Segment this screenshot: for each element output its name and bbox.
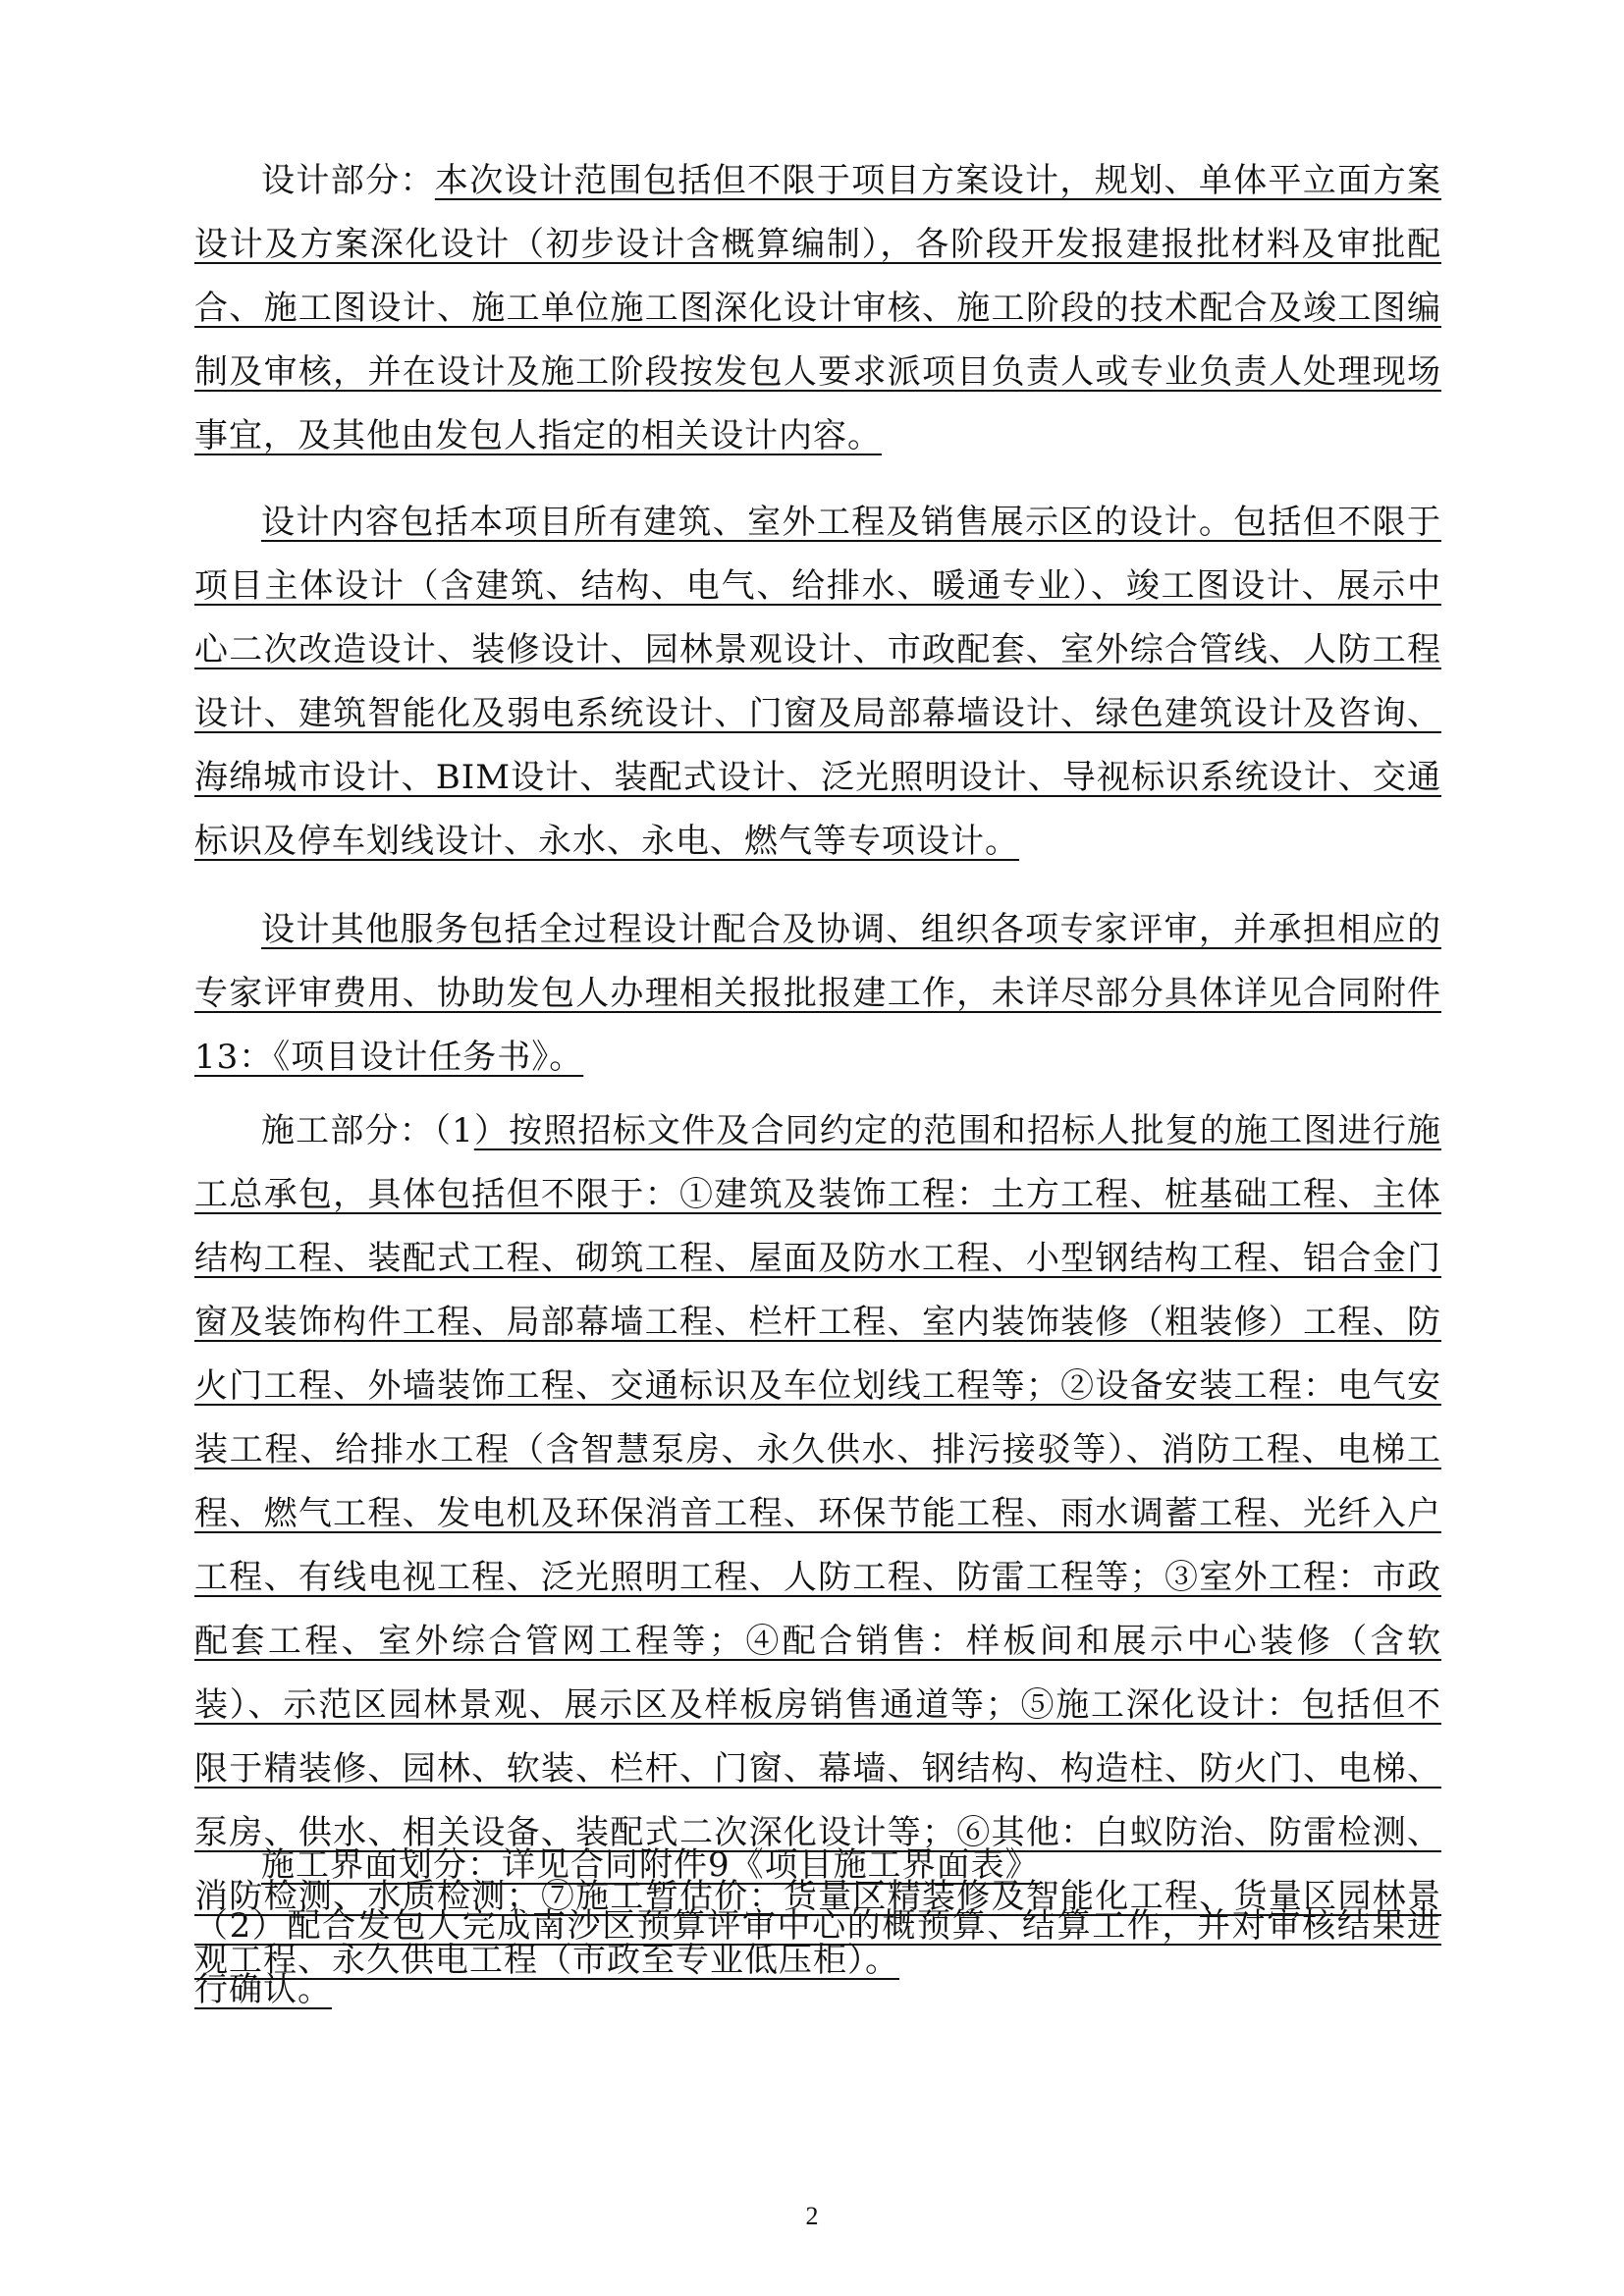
paragraph-budget-cooperation: （2）配合发包人完成南沙区预算评审中心的概预算、结算工作，并对审核结果进行确认。: [194, 1906, 1441, 2009]
design-scope-text: 本次设计范围包括但不限于项目方案设计，规划、单体平立面方案设计及方案深化设计（初步设计含概算编制），各阶段开发报建报批材料及审批配合、施工图设计、施工单位施工图深化设计审核、施工阶段的技术配合及竣工图编制及审核，并在设计及施工阶段按发包人要求派项目负责人或专业负责人处理现场事宜，及其他由发包人指定的相关设计内容。: [194, 161, 1442, 455]
paragraph-design-services: 设计其他服务包括全过程设计配合及协调、组织各项专家评审，并承担相应的专家评审费用、协助发包人办理相关报批报建工作，未详尽部分具体详见合同附件13：《项目设计任务书》。: [194, 910, 1441, 1077]
paragraph-design-scope: [194, 149, 1441, 468]
paragraph-interface-division: 施工界面划分：详见合同附件9《项目施工界面表》: [261, 1845, 1040, 1885]
paragraph-design-content: 设计内容包括本项目所有建筑、室外工程及销售展示区的设计。包括但不限于项目主体设计（含建筑、结构、电气、给排水、暖通专业）、竣工图设计、展示中心二次改造设计、装修设计、园林景观设计、市政配套、室外综合管线、人防工程设计、建筑智能化及弱电系统设计、门窗及局部幕墙设计、绿色建筑设计及咨询、海绵城市设计、BIM设计、装配式设计、泛光照明设计、导视标识系统设计、交通标识及停车划线设计、永水、永电、燃气等专项设计。: [194, 503, 1441, 861]
page-number: 2: [805, 2202, 819, 2230]
construction-section-label: 施工部分：（1: [261, 1111, 474, 1150]
design-section-label: 设计部分：: [261, 161, 435, 200]
construction-scope-text: ）按照招标文件及合同约定的范围和招标人批复的施工图进行施工总承包，具体包括但不限于：①建筑及装饰工程：土方工程、桩基础工程、主体结构工程、装配式工程、砌筑工程、屋面及防水工程、小型钢结构工程、铝合金门窗及装饰构件工程、局部幕墙工程、栏杆工程、室内装饰装修（粗装修）工程、防火门工程、外墙装饰工程、交通标识及车位划线工程等；②设备安装工程：电气安装工程、给排水工程（含智慧泵房、永久供水、排污接驳等）、消防工程、电梯工程、燃气工程、发电机及环保消音工程、环保节能工程、雨水调蓄工程、光纤入户工程、有线电视工程、泛光照明工程、人防工程、防雷工程等；③室外工程：市政配套工程、室外综合管网工程等；④配合销售：样板间和展示中心装修（含软装）、示范区园林景观、展示区及样板房销售通道等；⑤施工深化设计：包括但不限于精装修、园林、软装、栏杆、门窗、幕墙、钢结构、构造柱、防火门、电梯、泵房、供水、相关设备、装配式二次深化设计等；⑥其他：白蚁防治、防雷检测、消防检测、水质检测；⑦施工暂估价：货量区精装修及智能化工程、货量区园林景观工程、永久供电工程（市政至专业低压柜）。: [194, 1111, 1442, 1980]
